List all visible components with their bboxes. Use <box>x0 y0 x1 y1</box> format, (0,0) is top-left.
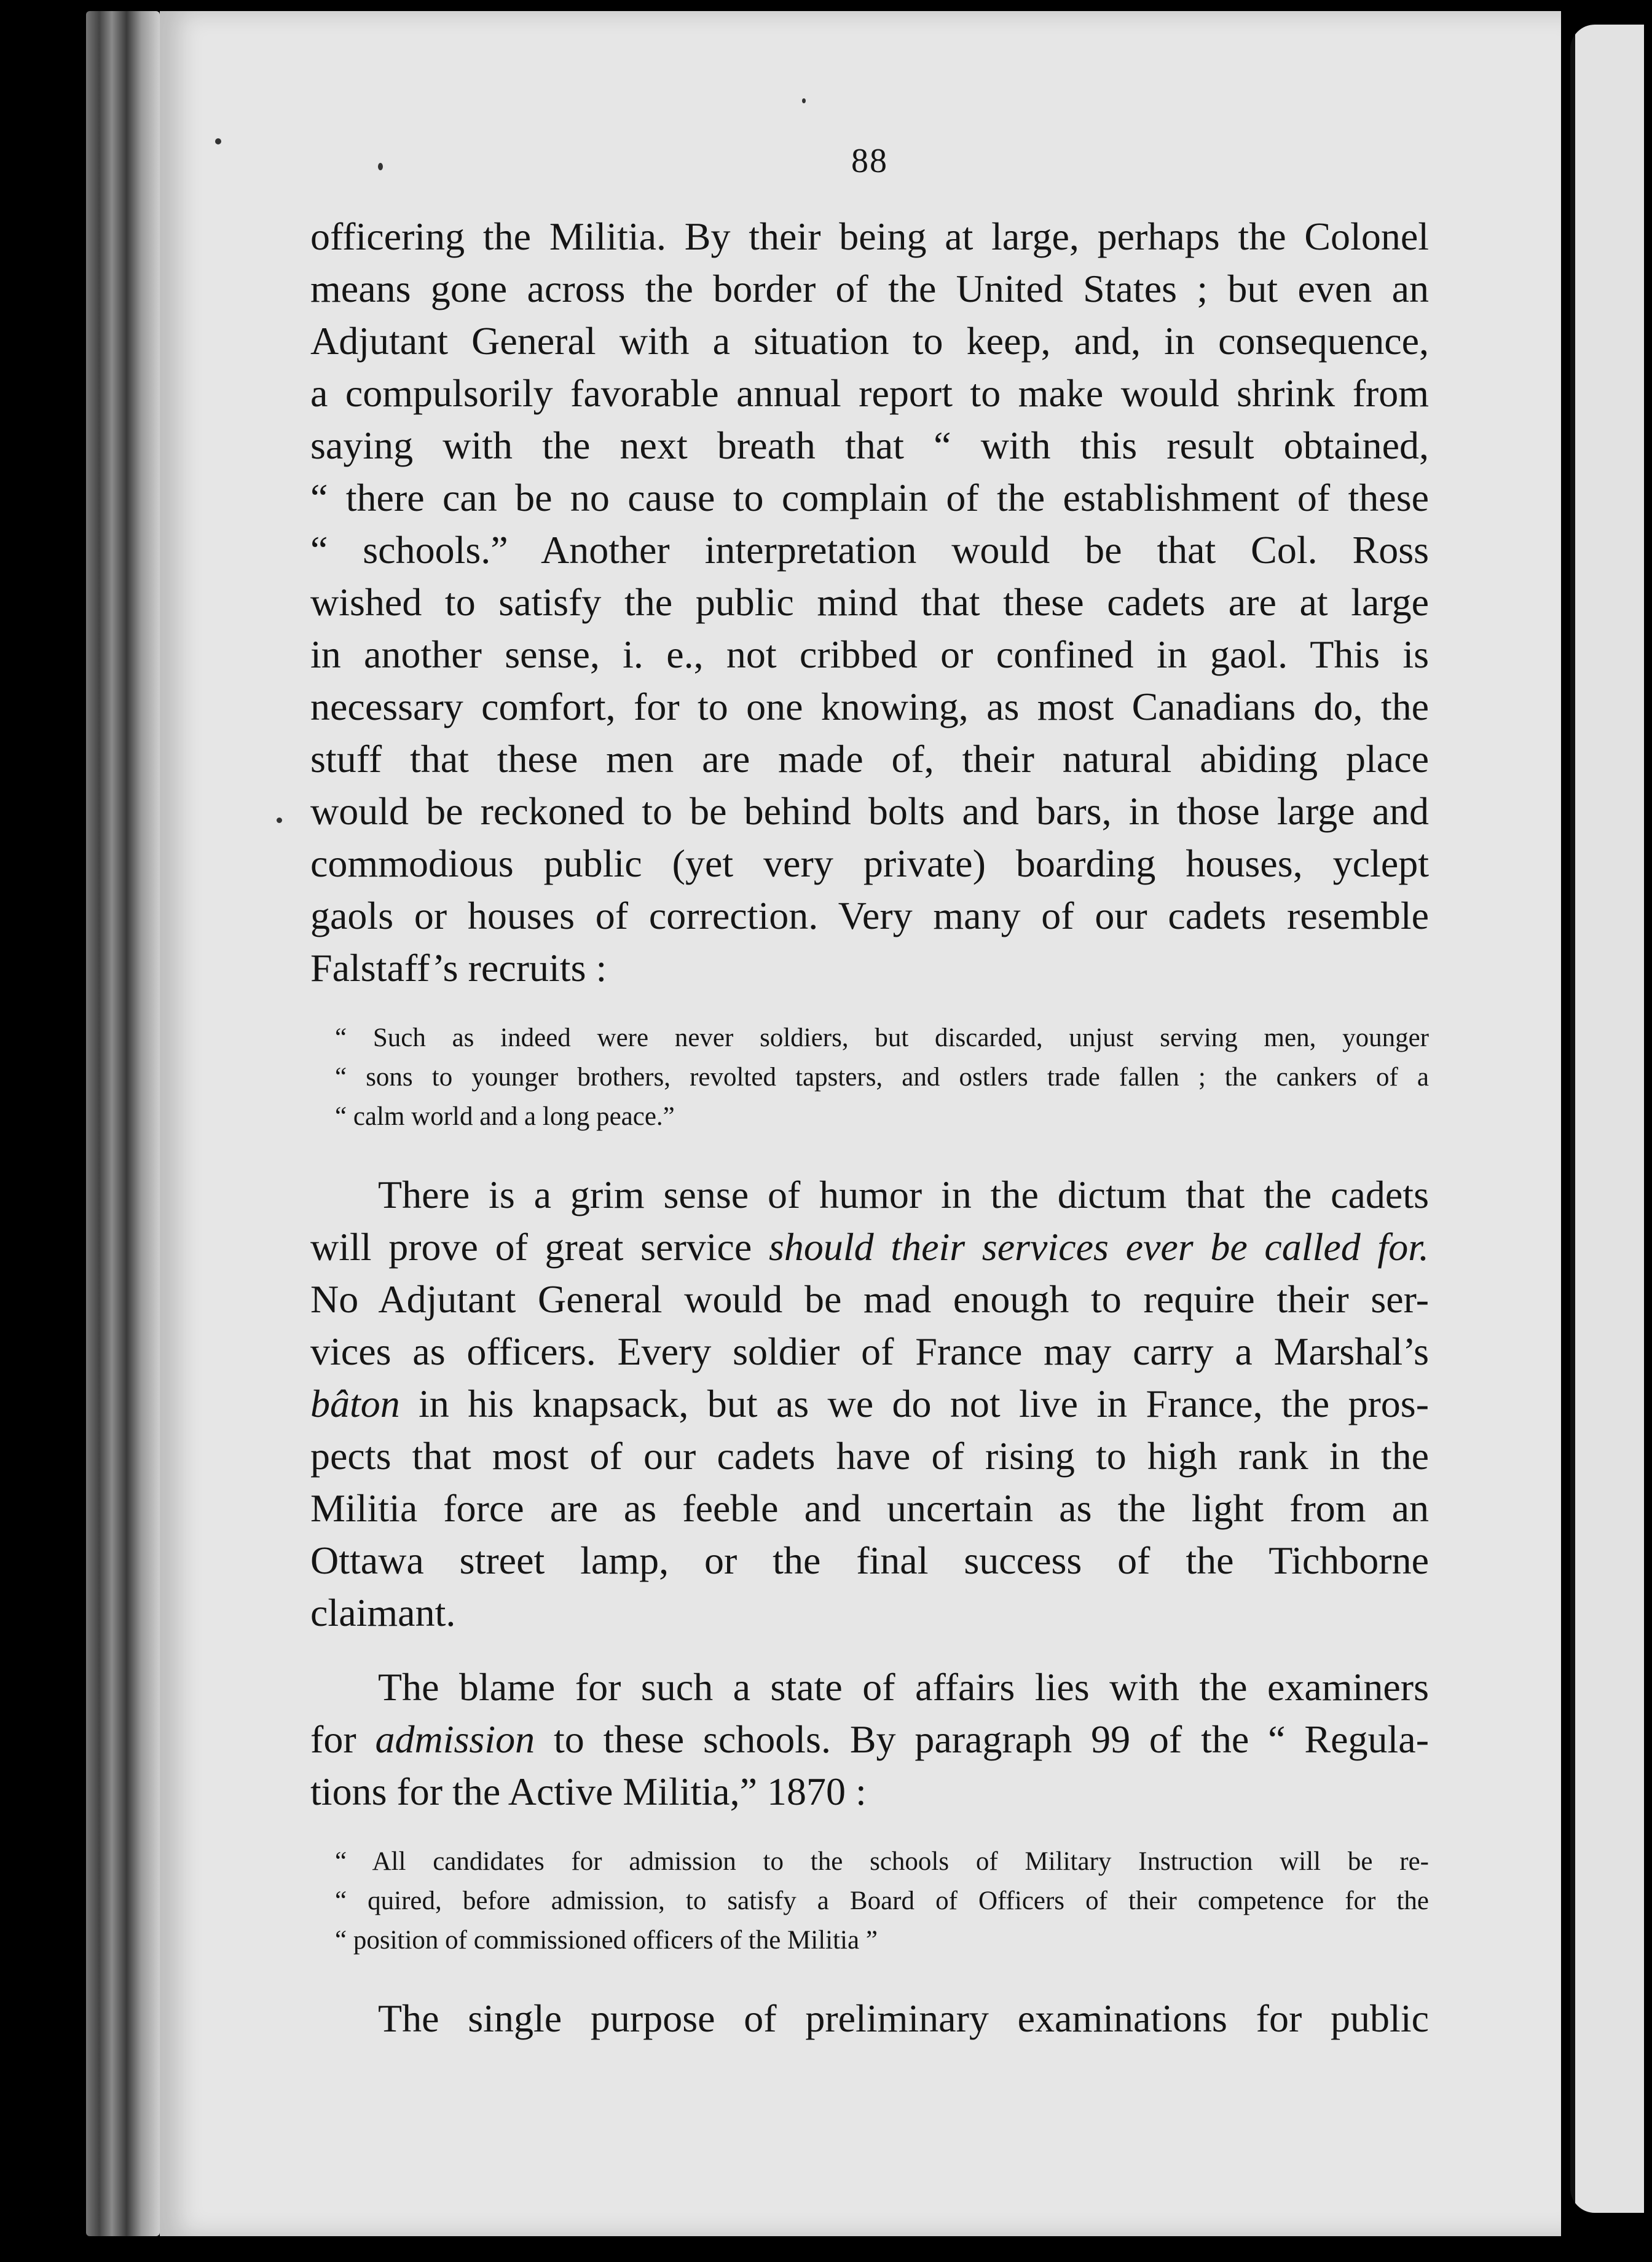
ink-speck <box>277 818 282 823</box>
text-line: vices as officers. Every soldier of France may carry a Marshal’s <box>310 1330 1429 1373</box>
block-quote-regulations <box>310 1842 1429 1960</box>
text-line: Adjutant General with a situation to keep, and, in consequence, <box>310 319 1429 363</box>
scan-border-left <box>0 0 86 2262</box>
quote-line: “ All candidates for admission to the schools of Military Instruction will be re- <box>335 1847 1429 1876</box>
text-line: claimant. <box>310 1591 456 1634</box>
paragraph-2 <box>310 1168 1429 1639</box>
text-line <box>310 1221 1429 1273</box>
text-line: No Adjutant General would be mad enough to require their ser- <box>310 1277 1429 1321</box>
text-line: “ schools.” Another interpretation would be that Col. Ross <box>310 528 1429 572</box>
italic-run: bâton <box>310 1382 400 1425</box>
text-line: pects that most of our cadets have of rising to high rank in the <box>310 1434 1429 1478</box>
adjacent-page-edge <box>1570 25 1644 2213</box>
text-line: Falstaff’s recruits : <box>310 946 607 990</box>
text-line: wished to satisfy the public mind that these cadets are at large <box>310 580 1429 624</box>
text-line: The single purpose of preliminary examinations for public <box>378 1996 1429 2040</box>
paragraph-1 <box>310 210 1429 994</box>
text-run: for <box>310 1717 376 1761</box>
text-line: Ottawa street lamp, or the final success of the Tichborne <box>310 1539 1429 1582</box>
text-line: There is a grim sense of humor in the dictum that the cadets <box>378 1173 1429 1216</box>
italic-run: should their services ever be called for. <box>768 1225 1430 1269</box>
paragraph-4 <box>310 1992 1429 2044</box>
quote-line: “ quired, before admission, to satisfy a Board of Officers of their competence for the <box>335 1886 1429 1915</box>
text-line <box>310 1377 1429 1430</box>
text-line: in another sense, i. e., not cribbed or confined in gaol. This is <box>310 632 1429 676</box>
text-line: stuff that these men are made of, their natural abiding place <box>310 737 1429 781</box>
text-line: would be reckoned to be behind bolts and bars, in those large and <box>310 789 1429 833</box>
block-quote-falstaff <box>310 1019 1429 1137</box>
quote-line: “ sons to younger brothers, revolted tapsters, and ostlers trade fallen ; the cankers of a <box>335 1063 1429 1092</box>
text-line: tions for the Active Militia,” 1870 : <box>310 1770 867 1813</box>
book-spine <box>86 11 160 2236</box>
ink-speck <box>802 98 806 103</box>
text-line: necessary comfort, for to one knowing, as most Canadians do, the <box>310 685 1429 728</box>
paragraph-3 <box>310 1661 1429 1818</box>
text-line: officering the Militia. By their being at large, perhaps the Colonel <box>310 215 1429 258</box>
text-run: will prove of great service <box>310 1225 769 1269</box>
text-line: The blame for such a state of affairs lies with the examiners <box>378 1665 1429 1709</box>
text-line: a compulsorily favorable annual report to make would shrink from <box>310 371 1429 415</box>
text-line <box>310 1713 1429 1765</box>
page-number: 88 <box>851 142 888 180</box>
text-run: in his knapsack, but as we do not live in France, the pros- <box>399 1382 1429 1425</box>
quote-line: “ calm world and a long peace.” <box>335 1102 675 1131</box>
text-line: commodious public (yet very private) boarding houses, yclept <box>310 841 1429 885</box>
text-run: to these schools. By paragraph 99 of the “ Regula- <box>535 1717 1430 1761</box>
text-line: Militia force are as feeble and uncertain as the light from an <box>310 1486 1429 1530</box>
text-line: saying with the next breath that “ with this result obtained, <box>310 424 1429 467</box>
quote-line: “ position of commissioned officers of the Militia ” <box>335 1926 878 1955</box>
page-content <box>310 141 1429 2044</box>
italic-run: admission <box>375 1717 535 1761</box>
text-line: gaols or houses of correction. Very many of our cadets resemble <box>310 894 1429 937</box>
text-line: means gone across the border of the United States ; but even an <box>310 267 1429 310</box>
quote-line: “ Such as indeed were never soldiers, but discarded, unjust serving men, younger <box>335 1023 1429 1052</box>
text-line: “ there can be no cause to complain of the establishment of these <box>310 476 1429 519</box>
ink-speck <box>215 138 221 144</box>
